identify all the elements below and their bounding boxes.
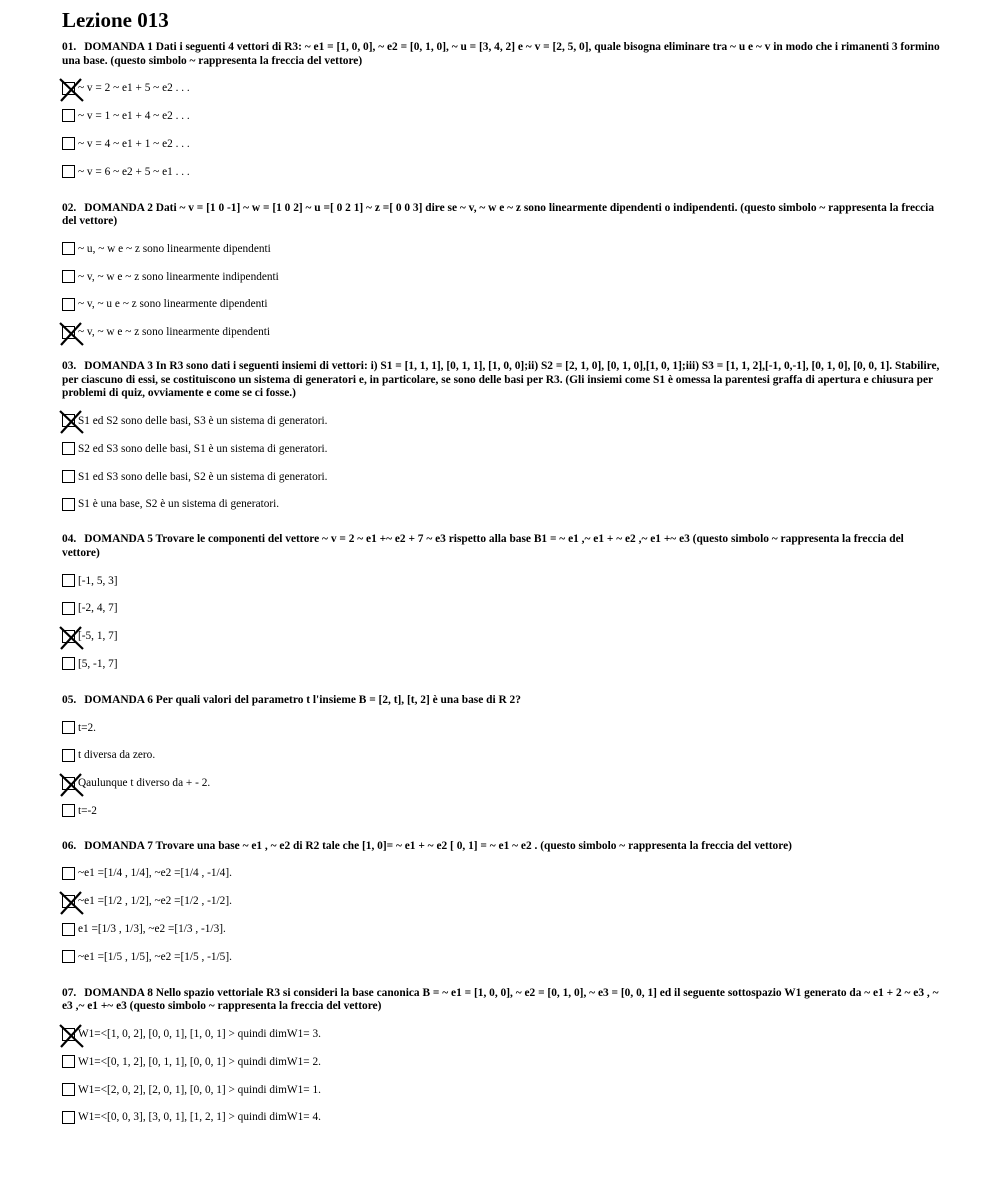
checkbox[interactable] (62, 109, 75, 122)
answer-option[interactable] (62, 294, 942, 314)
question-number: 05. (62, 693, 77, 706)
question-number: 02. (62, 201, 77, 214)
answer-option[interactable] (62, 626, 942, 646)
answer-option[interactable] (62, 919, 942, 939)
answer-option[interactable] (62, 1080, 942, 1100)
answer-option-label: W1=<[0, 1, 2], [0, 1, 1], [0, 0, 1] > quindi dimW1= 2. (78, 1055, 321, 1068)
checkbox[interactable] (62, 923, 75, 936)
checkbox[interactable] (62, 657, 75, 670)
answer-options (62, 571, 942, 674)
answer-option[interactable] (62, 571, 942, 591)
answer-option-label: [-2, 4, 7] (78, 602, 118, 615)
answer-options (62, 239, 942, 342)
answer-option[interactable] (62, 411, 942, 431)
answer-option[interactable] (62, 322, 942, 342)
question-number: 06. (62, 839, 77, 852)
checkbox[interactable] (62, 442, 75, 455)
question-3 (62, 360, 942, 514)
answer-option-label: ~ v, ~ w e ~ z sono linearmente indipendenti (78, 270, 279, 283)
checkbox[interactable] (62, 950, 75, 963)
answer-option-label: ~ v = 2 ~ e1 + 5 ~ e2 . . . (78, 82, 190, 95)
answer-option-label: ~ v = 4 ~ e1 + 1 ~ e2 . . . (78, 137, 190, 150)
question-body: DOMANDA 5 Trovare le componenti del vettore ~ v = 2 ~ e1 +~ e2 + 7 ~ e3 rispetto alla base B1 = ~ e1 ,~ e1 + ~ e2 ,~ e1 +~ e3 (questo simbolo ~ rappresenta la freccia del vettore) (62, 533, 904, 559)
checkbox[interactable] (62, 298, 75, 311)
cross-mark-icon (59, 891, 85, 915)
question-body: DOMANDA 3 In R3 sono dati i seguenti insiemi di vettori: i) S1 = [1, 1, 1], [0, 1, 1], [1, 0, 0];ii) S2 = [2, 1, 0], [0, 1, 0],[1, 0, 1];iii) S3 = [1, 1, 2],[-1, 0,-1], [0, 1, 0], [0, 0, 1]. Stabilire, per ciascuno di essi, se costituiscono un sistema di generatori e, in particolare, se sono delle basi per R3. (Gli insiemi come S1 è omessa la parentesi graffa di apertura e chiusura per problemi di quiz, ovviamente e come se ci fosse.) (62, 360, 940, 400)
answer-option-label: ~e1 =[1/2 , 1/2], ~e2 =[1/2 , -1/2]. (78, 895, 232, 908)
checkbox[interactable] (62, 470, 75, 483)
answer-option[interactable] (62, 947, 942, 967)
answer-option[interactable] (62, 439, 942, 459)
answer-option-label: [5, -1, 7] (78, 657, 118, 670)
question-text (62, 533, 942, 560)
answer-option[interactable] (62, 134, 942, 154)
answer-option-label: W1=<[2, 0, 2], [2, 0, 1], [0, 0, 1] > quindi dimW1= 1. (78, 1083, 321, 1096)
checkbox[interactable] (62, 867, 75, 880)
page-title: Lezione 013 (62, 8, 169, 32)
checkbox-marked[interactable] (62, 630, 75, 643)
question-5 (62, 694, 942, 821)
question-1 (62, 41, 942, 182)
cross-mark-icon (59, 1024, 85, 1048)
answer-option[interactable] (62, 239, 942, 259)
answer-options (62, 1024, 942, 1127)
answer-option-label: [-1, 5, 3] (78, 574, 118, 587)
question-number: 01. (62, 41, 77, 53)
checkbox-marked[interactable] (62, 895, 75, 908)
answer-option-label: t=-2 (78, 804, 97, 817)
question-body: DOMANDA 8 Nello spazio vettoriale R3 si consideri la base canonica B = ~ e1 = [1, 0, 0], ~ e2 = [0, 1, 0], ~ e3 = [0, 0, 1] ed il seguente sottospazio W1 generato da ~ e1 + 2 ~ e3 , ~ e3 ,~ e1 +~ e3 (questo simbolo ~ rappresenta la freccia del vettore) (62, 986, 939, 1013)
checkbox-marked[interactable] (62, 777, 75, 790)
answer-option[interactable] (62, 78, 942, 98)
answer-option-label: t diversa da zero. (78, 749, 156, 762)
question-body: DOMANDA 2 Dati ~ v = [1 0 -1] ~ w = [1 0 2] ~ u =[ 0 2 1] ~ z =[ 0 0 3] dire se ~ v, ~ w e ~ z sono linearmente dipendenti o indipendenti. (questo simbolo ~ rappresenta la freccia del vettore) (62, 201, 935, 228)
question-number: 07. (62, 986, 77, 999)
checkbox[interactable] (62, 1083, 75, 1096)
answer-options (62, 718, 942, 821)
answer-option[interactable] (62, 267, 942, 287)
question-text (62, 987, 942, 1014)
question-6 (62, 840, 942, 967)
answer-option[interactable] (62, 598, 942, 618)
checkbox[interactable] (62, 804, 75, 817)
answer-option[interactable] (62, 106, 942, 126)
answer-option-label: S1 ed S2 sono delle basi, S3 è un sistema di generatori. (78, 414, 328, 427)
answer-option[interactable] (62, 891, 942, 911)
question-number: 03. (62, 360, 77, 373)
answer-option[interactable] (62, 1024, 942, 1044)
answer-option-label: S1 è una base, S2 è un sistema di generatori. (78, 498, 280, 511)
answer-option-label: W1=<[0, 0, 3], [3, 0, 1], [1, 2, 1] > quindi dimW1= 4. (78, 1111, 321, 1124)
question-number: 04. (62, 533, 77, 546)
answer-option[interactable] (62, 1107, 942, 1127)
question-text (62, 202, 942, 229)
question-2 (62, 202, 942, 343)
answer-option-label: t=2. (78, 721, 96, 734)
answer-option-label: ~ u, ~ w e ~ z sono linearmente dipendenti (78, 242, 271, 255)
answer-option-label: W1=<[1, 0, 2], [0, 0, 1], [1, 0, 1] > quindi dimW1= 3. (78, 1028, 321, 1041)
cross-mark-icon (59, 322, 85, 346)
answer-options (62, 863, 942, 966)
question-7 (62, 987, 942, 1128)
answer-option-label: ~e1 =[1/5 , 1/5], ~e2 =[1/5 , -1/5]. (78, 950, 232, 963)
answer-option-label: e1 =[1/3 , 1/3], ~e2 =[1/3 , -1/3]. (78, 923, 226, 936)
question-4 (62, 533, 942, 674)
checkbox[interactable] (62, 1111, 75, 1124)
cross-mark-icon (59, 626, 85, 650)
answer-option-label: S1 ed S3 sono delle basi, S2 è un sistema di generatori. (78, 470, 328, 483)
answer-option-label: S2 ed S3 sono delle basi, S1 è un sistema di generatori. (78, 442, 328, 455)
question-list (62, 41, 942, 1127)
checkbox[interactable] (62, 1055, 75, 1068)
question-body: DOMANDA 7 Trovare una base ~ e1 , ~ e2 di R2 tale che [1, 0]= ~ e1 + ~ e2 [ 0, 1] = ~ e1 ~ e2 . (questo simbolo ~ rappresenta la freccia del vettore) (84, 839, 792, 852)
answer-options (62, 78, 942, 181)
answer-option[interactable] (62, 467, 942, 487)
cross-mark-icon (59, 78, 85, 102)
question-body: DOMANDA 6 Per quali valori del parametro t l'insieme B = [2, t], [t, 2] è una base di R 2? (84, 693, 521, 706)
answer-option-label: ~ v = 6 ~ e2 + 5 ~ e1 . . . (78, 165, 190, 178)
answer-option[interactable] (62, 863, 942, 883)
checkbox[interactable] (62, 270, 75, 283)
answer-option-label: [-5, 1, 7] (78, 630, 118, 643)
checkbox[interactable] (62, 242, 75, 255)
question-body: DOMANDA 1 Dati i seguenti 4 vettori di R3: ~ e1 = [1, 0, 0], ~ e2 = [0, 1, 0], ~ u = [3, 4, 2] e ~ v = [2, 5, 0], quale bisogna eliminare tra ~ u e ~ v in modo che i rimanenti 3 formino una base. (questo simbolo ~ rappresenta la freccia del vettore) (62, 41, 940, 67)
checkbox[interactable] (62, 165, 75, 178)
checkbox-marked[interactable] (62, 414, 75, 427)
answer-option[interactable] (62, 718, 942, 738)
answer-option[interactable] (62, 654, 942, 674)
checkbox-marked[interactable] (62, 82, 75, 95)
answer-option[interactable] (62, 745, 942, 765)
checkbox[interactable] (62, 721, 75, 734)
answer-option-label: ~ v, ~ u e ~ z sono linearmente dipendenti (78, 298, 268, 311)
answer-option[interactable] (62, 773, 942, 793)
answer-option[interactable] (62, 162, 942, 182)
quiz-page (62, 8, 942, 1135)
answer-option[interactable] (62, 494, 942, 514)
answer-option-label: Qaulunque t diverso da + - 2. (78, 777, 211, 790)
question-text (62, 840, 942, 854)
cross-mark-icon (59, 773, 85, 797)
checkbox[interactable] (62, 602, 75, 615)
checkbox[interactable] (62, 498, 75, 511)
question-text (62, 41, 942, 68)
cross-mark-icon (59, 410, 85, 434)
checkbox[interactable] (62, 574, 75, 587)
question-text (62, 360, 942, 401)
answer-option-label: ~ v, ~ w e ~ z sono linearmente dipendenti (78, 326, 271, 339)
question-text (62, 694, 942, 708)
checkbox-marked[interactable] (62, 326, 75, 339)
checkbox[interactable] (62, 749, 75, 762)
answer-option-label: ~ v = 1 ~ e1 + 4 ~ e2 . . . (78, 109, 190, 122)
answer-option[interactable] (62, 1052, 942, 1072)
answer-option-label: ~e1 =[1/4 , 1/4], ~e2 =[1/4 , -1/4]. (78, 867, 232, 880)
answer-options (62, 411, 942, 514)
checkbox-marked[interactable] (62, 1028, 75, 1041)
checkbox[interactable] (62, 137, 75, 150)
answer-option[interactable] (62, 801, 942, 821)
